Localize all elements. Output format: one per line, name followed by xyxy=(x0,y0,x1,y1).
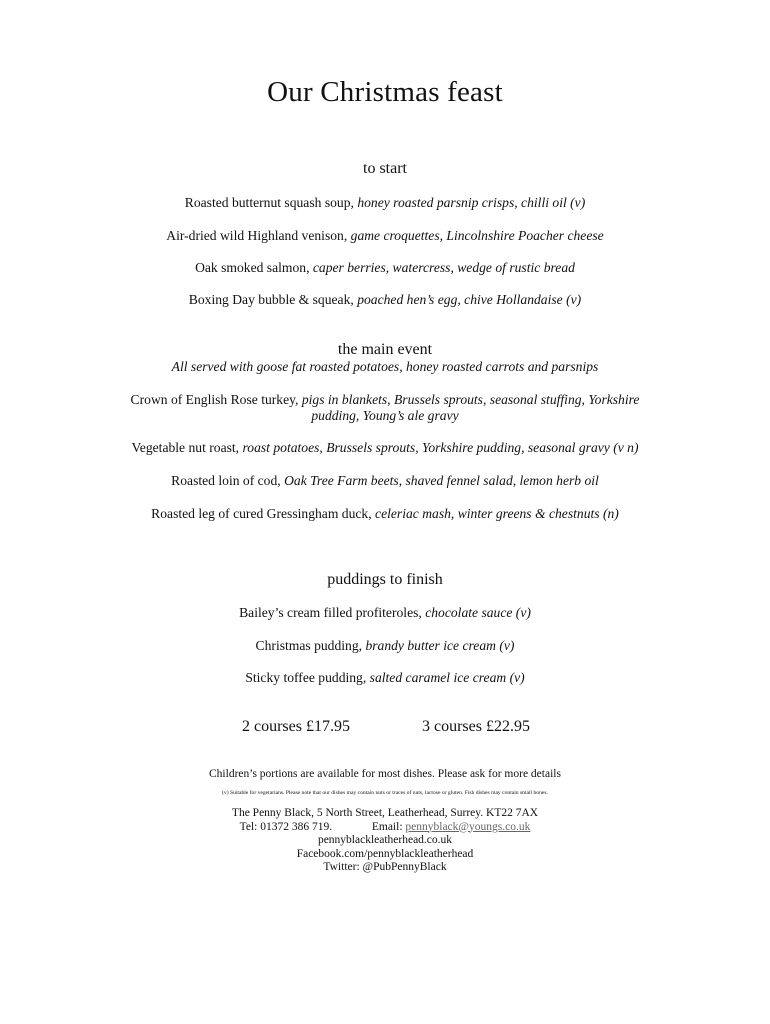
menu-item-main-4 xyxy=(0,506,770,522)
contact-block xyxy=(0,807,770,875)
dietary-note: (v) Suitable for vegetarians. Please note that our dishes may contain nuts or traces of nuts, lactose or gluten. Fish dishes may contain small bones. xyxy=(222,790,548,796)
address: The Penny Black, 5 North Street, Leatherhead, Surrey. KT22 7AX xyxy=(231,807,539,819)
dish-name: Roasted leg of cured Gressingham duck, xyxy=(151,506,372,521)
menu-item-starter-4 xyxy=(0,292,770,308)
menu-item-main-1 xyxy=(0,392,770,408)
children-note: Children’s portions are available for most dishes. Please ask for more details xyxy=(209,768,561,780)
dish-name: Crown of English Rose turkey, xyxy=(130,392,299,407)
dish-name: Roasted loin of cod, xyxy=(171,473,281,488)
dish-description: pigs in blankets, Brussels sprouts, seasonal stuffing, Yorkshire xyxy=(301,392,640,407)
facebook: Facebook.com/pennyblackleatherhead xyxy=(296,847,474,860)
dish-description: poached hen’s egg, chive Hollandaise (v) xyxy=(357,292,582,307)
menu-item-main-1-continued xyxy=(0,408,770,424)
menu-item-pudding-2 xyxy=(0,638,770,654)
prices-row xyxy=(0,718,770,738)
dish-description: honey roasted parsnip crisps, chilli oil (v) xyxy=(357,195,586,210)
mains-subheading: All served with goose fat roasted potatoes, honey roasted carrots and parsnips xyxy=(171,359,599,374)
dish-description: Oak Tree Farm beets, shaved fennel salad, lemon herb oil xyxy=(284,473,599,488)
dish-description: pudding, Young’s ale gravy xyxy=(311,408,459,423)
dish-name: Roasted butternut squash soup, xyxy=(184,195,354,210)
section-heading-starters: to start xyxy=(363,160,407,177)
email-link[interactable]: pennyblack@youngs.co.uk xyxy=(405,820,531,833)
dish-description: game croquettes, Lincolnshire Poacher cheese xyxy=(350,228,604,243)
dish-name: Boxing Day bubble & squeak, xyxy=(188,292,354,307)
dish-name: Air-dried wild Highland venison, xyxy=(166,228,348,243)
menu-item-pudding-1 xyxy=(0,605,770,621)
website: pennyblackleatherhead.co.uk xyxy=(317,834,453,846)
phone-email-line xyxy=(0,821,770,835)
dish-description: roast potatoes, Brussels sprouts, Yorkshire pudding, seasonal gravy (v n) xyxy=(242,440,639,455)
menu-item-starter-3 xyxy=(0,260,770,276)
menu-item-main-2 xyxy=(0,440,770,456)
dish-name: Vegetable nut roast, xyxy=(131,440,240,455)
section-heading-puddings: puddings to finish xyxy=(327,571,443,588)
dish-name: Christmas pudding, xyxy=(255,638,363,653)
menu-item-main-3 xyxy=(0,473,770,489)
twitter: Twitter: @PubPennyBlack xyxy=(323,861,447,873)
dish-name: Oak smoked salmon, xyxy=(195,260,310,275)
price-two-courses: 2 courses £17.95 xyxy=(242,718,350,735)
dish-name: Bailey’s cream filled profiteroles, xyxy=(239,605,422,620)
dish-description: caper berries, watercress, wedge of rustic bread xyxy=(312,260,575,275)
dish-description: salted caramel ice cream (v) xyxy=(369,670,525,685)
dish-description: brandy butter ice cream (v) xyxy=(365,638,515,653)
phone: Tel: 01372 386 719. xyxy=(239,820,333,833)
dish-description: celeriac mash, winter greens & chestnuts (n) xyxy=(375,506,619,521)
menu-item-starter-2 xyxy=(0,228,770,244)
menu-item-starter-1 xyxy=(0,195,770,211)
page-title: Our Christmas feast xyxy=(267,76,503,108)
dish-name: Sticky toffee pudding, xyxy=(245,670,367,685)
section-heading-mains: the main event xyxy=(337,341,433,358)
email-label: Email: xyxy=(371,820,403,833)
dish-description: chocolate sauce (v) xyxy=(425,605,531,620)
price-three-courses: 3 courses £22.95 xyxy=(422,718,530,735)
menu-item-pudding-3 xyxy=(0,670,770,686)
